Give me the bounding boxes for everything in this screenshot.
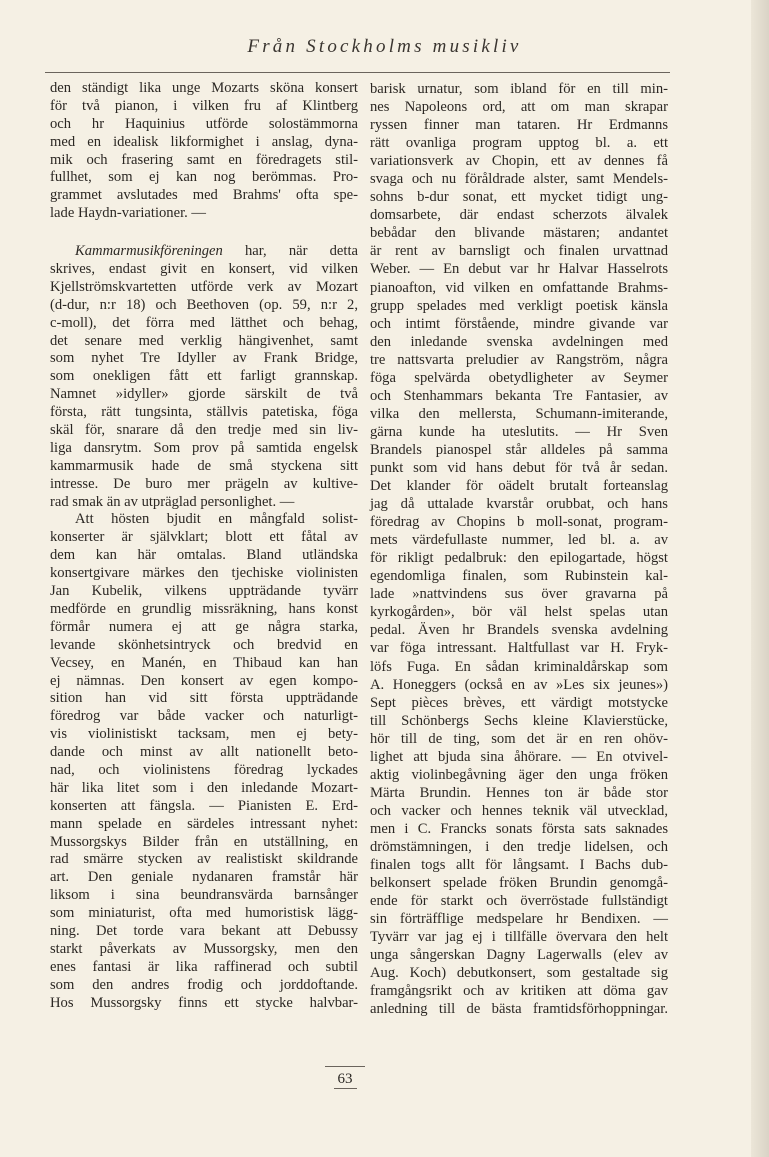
- text-line: pedal. Även hr Brandels svenska avdelning: [370, 622, 668, 639]
- text-line: var föga intressant. Haltfullast var H. Fryk-: [370, 640, 668, 657]
- page-edge: [751, 0, 769, 1157]
- page-number-rule: [325, 1066, 365, 1067]
- header-rule: [45, 72, 670, 73]
- text-line: Kjellströmskvartetten utförde verk av Mozart: [50, 278, 358, 295]
- text-line: är rent av barnsligt och finalen urvattnad: [370, 243, 668, 260]
- italic-title: Kammarmusikföreningen: [75, 243, 223, 260]
- text-line: Märta Brundin. Hennes ton är både stor: [370, 784, 668, 801]
- text-line: anledning till de bästa framtidsförhoppningar.: [370, 1001, 668, 1018]
- text-line: med en idealisk likformighet i anslag, dyna-: [50, 133, 358, 150]
- text-line: barisk urnatur, som ibland för en till min-: [370, 81, 668, 97]
- text-line: hör till de ting, som det är en ren ohöv-: [370, 730, 668, 747]
- right-column: [370, 80, 668, 1018]
- text-line: lade »nattvindens sus över gravarna på: [370, 586, 668, 603]
- text-line: vis violinistiskt tacksam, men ej bety-: [50, 726, 358, 743]
- text-line: domsarbete, där endast scherzots älvalek: [370, 207, 668, 224]
- text-line: sition han vid sitt första uppträdande: [50, 690, 358, 707]
- text-line: gärna kunde ha uteslutits. — Hr Sven: [370, 423, 668, 440]
- text-line: levande skönhetsintryck och bredvid en: [50, 636, 358, 653]
- text-line: mets värdefullaste nummer, led bl. a. av: [370, 532, 668, 549]
- text-line: och Stenhammars bekanta Tre Fantasier, av: [370, 387, 668, 404]
- text-line: tre nattsvarta preludier av Rangström, några: [370, 351, 668, 368]
- text-line: punkt som vid hans debut för två år sedan.: [370, 459, 668, 476]
- text-line: här lika litet som i den inledande Mozart-: [50, 779, 358, 796]
- text-line: som nyhet Tre Idyller av Frank Bridge,: [50, 350, 358, 367]
- text-line: föga spelvärda obetydligheter av Seymer: [370, 369, 668, 386]
- text-line: den ständigt lika unge Mozarts sköna konsert: [50, 80, 358, 96]
- text-line: sohns b-dur sonat, ett mycket tidigt ung-: [370, 189, 668, 206]
- text-line: Tyvärr var jag ej i tillfälle övervara den helt: [370, 929, 668, 946]
- text-line: bebådar den blivande mästaren; andantet: [370, 225, 668, 242]
- text-line: Vecsey, en Manén, en Thibaud kan han: [50, 654, 358, 671]
- text-line: första, rätt tungsinta, ställvis patetiska, föga: [50, 404, 358, 421]
- text-line: skäl för, snarare då den tredje med sin liv-: [50, 422, 358, 439]
- text-line: Weber. — En debut var hr Halvar Hasselrots: [370, 261, 668, 278]
- text-line: [50, 243, 358, 261]
- text-line: konserten att fängsla. — Pianisten E. Erd-: [50, 797, 358, 814]
- text-line: rad smak än av utpräglad personlighet. —: [50, 493, 295, 510]
- left-column: [50, 80, 358, 1012]
- text-line: mik och frasering samt en föredragets stil-: [50, 151, 358, 168]
- text-line: lade Haydn-variationer. —: [50, 205, 207, 222]
- text-line: A. Honeggers (också en av »Les six jeunes»): [370, 676, 668, 693]
- page-number-block: [325, 1066, 365, 1089]
- text-line: kammarmusik hade de små styckena sitt: [50, 457, 358, 474]
- text-line: jag då uttalade kvarstår orubbat, och hans: [370, 496, 668, 513]
- text-line: för två pianon, i vilken fru af Klintberg: [50, 97, 358, 114]
- text-line: löfs Fuga. En sådan kriminaldårskap som: [370, 658, 668, 675]
- text-line: Det klander för oädelt brutalt forteanslag: [370, 478, 668, 495]
- text-line: konserter är självklart; blott ett fåtal av: [50, 529, 358, 546]
- text-line: aktig violinbegåvning äger den unga fröken: [370, 766, 668, 783]
- text-line: Hos Mussorgsky finns ett stycke halvbar-: [50, 994, 358, 1011]
- text-line: framgångsrikt och av kritiken att döma gav: [370, 983, 668, 1000]
- text-line: ej nämnas. Den konsert av egen kompo-: [50, 672, 358, 689]
- text-line: Jan Kubelik, vilkens uppträdande tyvärr: [50, 583, 358, 600]
- text-line: fullhet, som ej kan nog berömmas. Pro-: [50, 169, 358, 186]
- text-line: (d-dur, n:r 18) och Beethoven (op. 59, n:r 2,: [50, 296, 358, 313]
- text-line: konsertgivare märkes den tjechiske violinisten: [50, 565, 358, 582]
- text-line: lighet att bjuda sina åhörare. — En otvivel-: [370, 748, 668, 765]
- text-line: liksom i sina beundransvärda barnsånger: [50, 887, 358, 904]
- text-line: nes Napoleons ord, att om man skrapar: [370, 99, 668, 116]
- text-line: och hr Haquinius utförde solostämmorna: [50, 115, 358, 132]
- text-line: dande och minst av allt nationellt beto-: [50, 744, 358, 761]
- text-line: liga dansrytm. Som prov på samtida engelsk: [50, 439, 358, 456]
- text-line: Sept pièces brèves, ett värdigt motstycke: [370, 694, 668, 711]
- paragraph-gap: [50, 223, 358, 243]
- text-line: föredrog var både vacker och naturligt-: [50, 708, 358, 725]
- text-line: grammet avslutades med Brahms' ofta spe-: [50, 187, 358, 204]
- text-line: rad smärre stycken av realistiskt skildrande: [50, 851, 358, 868]
- text-line: mann spelade en särdeles intressant nyhet:: [50, 815, 358, 832]
- text-line: unga sångerskan Dagny Lagerwalls (elev av: [370, 947, 668, 964]
- text-line: egendomliga finalen, som Rubinstein kal-: [370, 568, 668, 585]
- text-line: pianoafton, vid vilken en omfattande Brahms-: [370, 279, 668, 296]
- text-line: drömstämningen, i den tredje lidelsen, och: [370, 838, 668, 855]
- text-line: för rikligt pedalbruk: den epilogartade, högst: [370, 550, 668, 567]
- text-line: medförde en grundlig missräkning, hans konst: [50, 600, 358, 617]
- text-line: och intimt förstående, mindre givande var: [370, 315, 668, 332]
- text-line: föredrag av Chopins b moll-sonat, program-: [370, 514, 668, 531]
- text-line: finalen togs allt för långsamt. I Bachs dub-: [370, 857, 668, 874]
- text-line: svaga och nu föråldrade alster, samt Mendels-: [370, 171, 668, 188]
- text-line: c-moll), det förra med lätthet och behag,: [50, 314, 358, 331]
- text-line: förmår numera ej att ge några starka,: [50, 618, 358, 635]
- text-line: den inledande svenska avdelningen med: [370, 333, 668, 350]
- text-line: intresse. De buro mer prägeln av kultive-: [50, 475, 358, 492]
- text-line: nad, och violinistens föredrag lyckades: [50, 761, 358, 778]
- text-line: Brandels pianospel står alldeles på samma: [370, 441, 668, 458]
- text-line: grupp spelades med verkligt poetisk känsla: [370, 297, 668, 314]
- text-line: till Schönbergs Sechs kleine Klavierstücke,: [370, 712, 668, 729]
- text-line: men i C. Francks sonats första sats saknades: [370, 820, 668, 837]
- text-line: det senare med verklig hängivenhet, samt: [50, 332, 358, 349]
- text-line: ning. Det torde vara bekant att Debussy: [50, 922, 358, 939]
- text-line: och vacker och hennes teknik väl utvecklad,: [370, 802, 668, 819]
- text-line: rätt ovanliga program upptog bl. a. ett: [370, 135, 668, 152]
- text-line: Mussorgskys Bilder från en utställning, en: [50, 833, 358, 850]
- text-line: som den andres frodig och jorddoftande.: [50, 976, 358, 993]
- text-line: kyrkogården», bör väl helst spelas utan: [370, 604, 668, 621]
- text-line: sin förträfflige medspelare hr Bendixen. —: [370, 911, 668, 928]
- text-line: Namnet »idyller» gjorde särskilt de två: [50, 386, 358, 403]
- text-line: starkt påverkats av Mussorgsky, men den: [50, 940, 358, 957]
- text-line: enes fantasi är lika raffinerad och subtil: [50, 958, 358, 975]
- text-line: vilka den mellersta, Schumann-imiterande,: [370, 405, 668, 422]
- text-line: dem kan här omtalas. Bland utländska: [50, 547, 358, 564]
- running-head: Från Stockholms musikliv: [247, 36, 522, 57]
- line-text: har, när detta: [222, 243, 358, 260]
- text-line: Aug. Koch) debutkonsert, som gestaltade sig: [370, 965, 668, 982]
- text-line: variationsverk av Chopin, ett av dennes få: [370, 153, 668, 170]
- text-line: som miniaturist, ofta med humoristisk lägg-: [50, 905, 358, 922]
- text-line: art. Den geniale nydanaren framstår här: [50, 869, 358, 886]
- text-line: belkonsert spelade fröken Brundin genomgå-: [370, 875, 668, 892]
- text-line: som onekligen fått ett farligt grannskap.: [50, 368, 358, 385]
- text-line: Att hösten bjudit en mångfald solist-: [75, 511, 358, 528]
- text-line: ende för starkt och överröstade fullständigt: [370, 893, 668, 910]
- text-line: skrives, endast givit en konsert, vid vilken: [50, 261, 358, 278]
- page-number: 63: [334, 1071, 357, 1089]
- text-line: ryssen finner man tataren. Hr Erdmanns: [370, 117, 668, 134]
